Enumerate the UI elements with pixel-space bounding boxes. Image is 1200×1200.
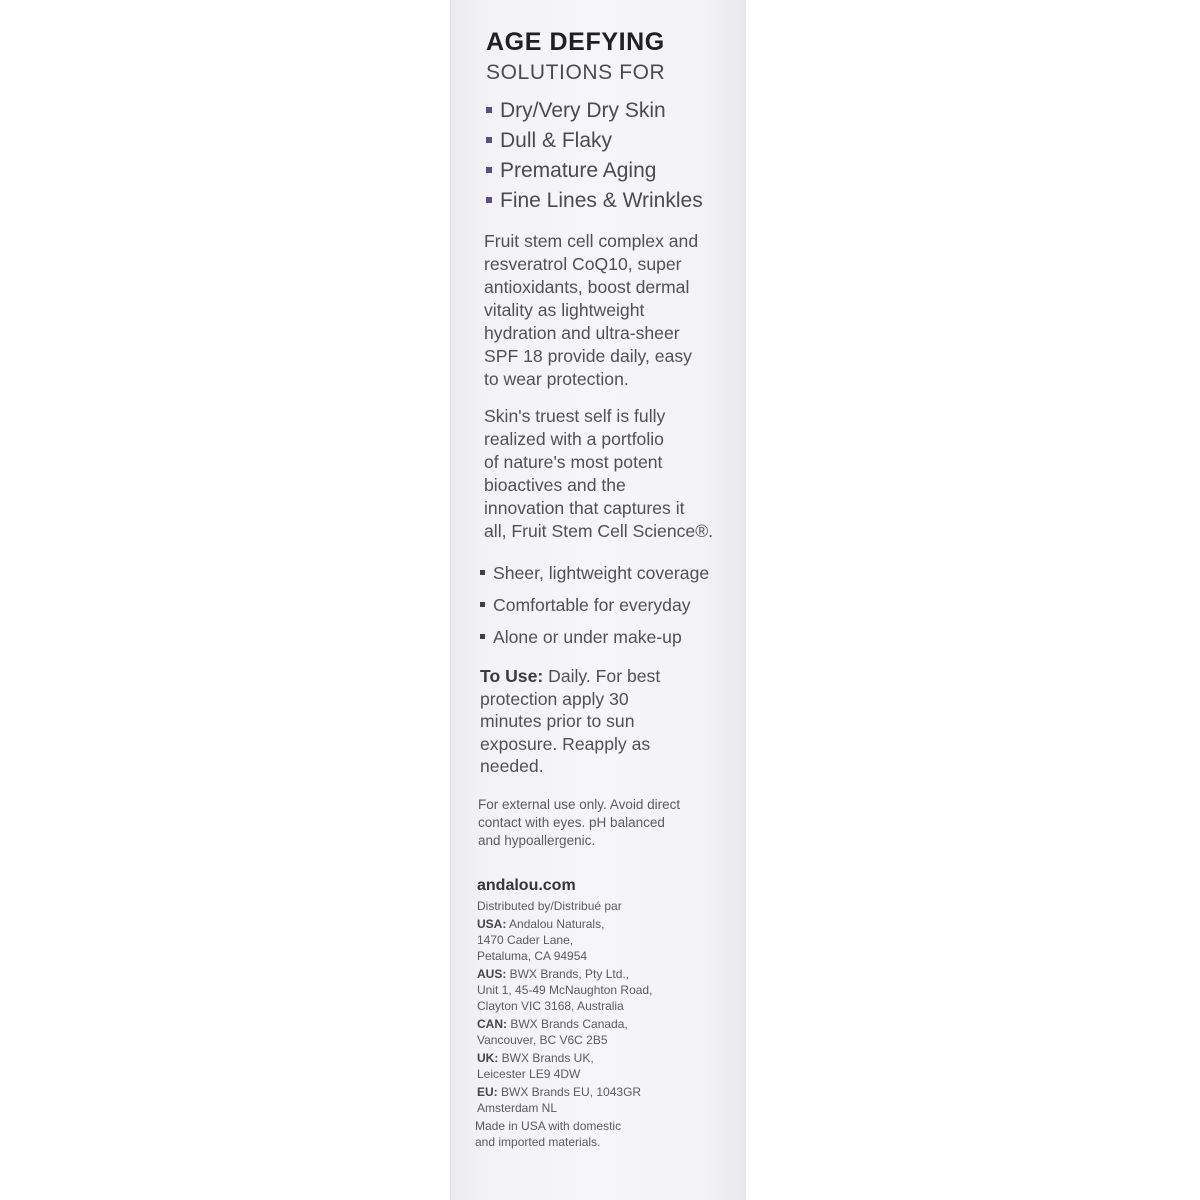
- description-paragraph-2: Skin's truest self is fully realized with a portfolio of nature's most potent bioactives and the innovation that captures it all, Fruit Stem Cell Science®.: [484, 406, 714, 541]
- directions-text: Daily. For best protection apply 30 minutes prior to sun exposure. Reapply as needed.: [480, 666, 661, 776]
- made-in: Made in USA with domestic and imported materials.: [475, 1118, 622, 1149]
- concern-item: Dry/Very Dry Skin: [486, 96, 738, 126]
- subheadline: SOLUTIONS FOR: [486, 61, 666, 84]
- square-bullet-icon: [486, 197, 492, 203]
- address-uk: UK: BWX Brands UK, Leicester LE9 4DW: [477, 1050, 594, 1081]
- directions-label: To Use:: [480, 666, 544, 686]
- address-can: CAN: BWX Brands Canada, Vancouver, BC V6C 2B5: [477, 1016, 628, 1047]
- square-bullet-icon: [486, 107, 492, 113]
- square-bullet-icon: [486, 137, 492, 143]
- concern-item: Fine Lines & Wrinkles: [486, 186, 738, 216]
- address-aus: AUS: BWX Brands, Pty Ltd., Unit 1, 45-49 McNaughton Road, Clayton VIC 3168, Australia: [477, 966, 653, 1013]
- feature-item: Sheer, lightweight coverage: [480, 557, 738, 589]
- address-usa: USA: Andalou Naturals, 1470 Cader Lane, Petaluma, CA 94954: [477, 916, 605, 963]
- feature-item: Comfortable for everyday: [480, 589, 738, 621]
- panel-content: [474, 26, 738, 1150]
- feature-item: Alone or under make-up: [480, 621, 738, 653]
- website: andalou.com: [477, 876, 576, 894]
- description-paragraph-1: Fruit stem cell complex and resveratrol CoQ10, super antioxidants, boost dermal vitality as lightweight hydration and ultra-sheer SPF 18 provide daily, easy to wear protection.: [484, 231, 699, 389]
- square-bullet-icon: [486, 167, 492, 173]
- caution-text: For external use only. Avoid direct contact with eyes. pH balanced and hypoallergenic.: [478, 796, 681, 848]
- skin-concerns-list: [486, 96, 738, 216]
- address-eu: EU: BWX Brands EU, 1043GR Amsterdam NL: [477, 1084, 642, 1115]
- directions: [480, 665, 738, 778]
- square-bullet-icon: [480, 570, 485, 575]
- concern-item: Premature Aging: [486, 156, 738, 186]
- concern-item: Dull & Flaky: [486, 126, 738, 156]
- distributed-by: Distributed by/Distribué par: [477, 898, 622, 913]
- square-bullet-icon: [480, 602, 485, 607]
- square-bullet-icon: [480, 634, 485, 639]
- headline: AGE DEFYING: [486, 28, 665, 56]
- features-list: [480, 557, 738, 653]
